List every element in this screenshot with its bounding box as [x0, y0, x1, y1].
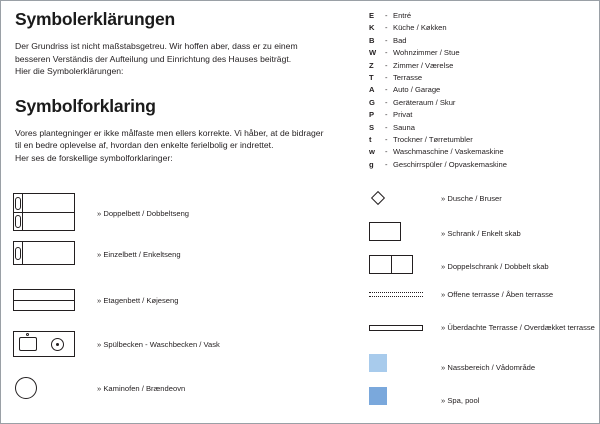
abbr-dash: -: [385, 35, 388, 45]
legend-label-wet-area: » Nassbereich / Vådområde: [441, 363, 536, 372]
intro-dk-line-3: Her ses de forskellige symbolforklaringer:: [15, 152, 173, 163]
abbr-value: Geräteraum / Skur: [393, 97, 456, 107]
abbr-key: A: [369, 85, 375, 95]
abbr-value: Bad: [393, 35, 407, 45]
legend-label-wood-stove: » Kaminofen / Brændeovn: [97, 384, 186, 393]
abbreviation-list: [369, 11, 589, 172]
legend-label-bunk-bed: » Etagenbett / Køjeseng: [97, 296, 179, 305]
abbr-row: [369, 85, 589, 97]
abbr-dash: -: [385, 110, 388, 120]
bunk-bed-icon: [13, 289, 75, 311]
page-title-dk: Symbolforklaring: [15, 95, 156, 116]
abbr-dash: -: [385, 159, 388, 169]
abbr-key: S: [369, 122, 375, 132]
legend-label-double-cabinet: » Doppelschrank / Dobbelt skab: [441, 262, 549, 271]
legend-item-wet-area: [369, 354, 597, 387]
intro-de: [15, 40, 345, 78]
abbr-key: Z: [369, 60, 374, 70]
abbr-row: [369, 36, 589, 48]
cabinet-icon: [369, 222, 401, 241]
left-text-column: [15, 5, 345, 165]
abbr-value: Küche / Køkken: [393, 23, 447, 33]
abbr-value: Sauna: [393, 122, 415, 132]
legend-label-shower: » Dusche / Bruser: [441, 194, 502, 203]
abbr-value: Privat: [393, 110, 413, 120]
legend-label-cabinet: » Schrank / Enkelt skab: [441, 229, 521, 238]
abbr-value: Geschirrspüler / Opvaskemaskine: [393, 159, 507, 169]
abbr-value: Trockner / Tørretumbler: [393, 134, 473, 144]
abbr-value: Zimmer / Værelse: [393, 60, 454, 70]
open-terrace-icon: [369, 292, 423, 297]
legend-item-single-bed: [13, 241, 353, 283]
intro-dk: [15, 127, 345, 165]
double-cabinet-icon: [369, 255, 413, 274]
wood-stove-icon: [15, 377, 37, 399]
legend-item-spa-pool: [369, 387, 597, 420]
abbr-key: P: [369, 110, 375, 120]
legend-list-right: [369, 189, 597, 420]
abbr-value: Auto / Garage: [393, 85, 441, 95]
legend-label-single-bed: » Einzelbett / Enkeltseng: [97, 250, 181, 259]
legend-item-open-terrace: [369, 288, 597, 321]
legend-item-wood-stove: [13, 371, 353, 405]
abbr-key: T: [369, 72, 374, 82]
double-bed-icon: [13, 193, 75, 231]
abbr-key: K: [369, 23, 375, 33]
intro-dk-line-2: til en bedre oplevelse af, hvordan den enkelte ferielbolig er indrettet.: [15, 140, 274, 151]
abbr-dash: -: [385, 147, 388, 157]
abbr-row: [369, 160, 589, 172]
abbr-row: [369, 73, 589, 85]
intro-de-line-1: Der Grundriss ist nicht maßstabsgetreu. Wir hoffen aber, dass er zu einem: [15, 41, 298, 51]
abbr-row: [369, 23, 589, 35]
abbr-key: g: [369, 159, 374, 169]
wet-area-icon: [369, 354, 387, 372]
abbr-dash: -: [385, 72, 388, 82]
abbr-row: [369, 135, 589, 147]
abbr-row: [369, 61, 589, 73]
abbr-dash: -: [385, 48, 388, 58]
legend-item-sink: [13, 327, 353, 371]
abbr-value: Terrasse: [393, 72, 423, 82]
abbr-row: [369, 11, 589, 23]
abbr-key: w: [369, 147, 375, 157]
abbr-value: Wohnzimmer / Stue: [393, 48, 460, 58]
legend-label-roofed-terrace: » Überdachte Terrasse / Overdækket terrasse: [441, 323, 595, 332]
abbr-dash: -: [385, 122, 388, 132]
abbr-dash: -: [385, 85, 388, 95]
abbr-key: E: [369, 11, 375, 20]
spa-pool-icon: [369, 387, 387, 405]
legend-item-cabinet: [369, 222, 597, 255]
abbr-key: W: [369, 48, 377, 58]
legend-label-double-bed: » Doppelbett / Dobbeltseng: [97, 209, 190, 218]
legend-item-double-cabinet: [369, 255, 597, 288]
abbr-dash: -: [385, 23, 388, 33]
abbr-key: B: [369, 35, 375, 45]
legend-item-shower: [369, 189, 597, 222]
legend-item-roofed-terrace: [369, 321, 597, 354]
abbr-key: t: [369, 134, 372, 144]
abbr-dash: -: [385, 97, 388, 107]
abbr-value: Waschmaschine / Vaskemaskine: [393, 147, 504, 157]
abbr-value: Entré: [393, 11, 412, 20]
intro-de-line-2: besseren Verständis der Aufteilung und Einrichtung des Hauses beiträgt.: [15, 53, 292, 64]
abbr-dash: -: [385, 134, 388, 144]
single-bed-icon: [13, 241, 75, 265]
abbr-dash: -: [385, 11, 388, 20]
abbr-row: [369, 48, 589, 60]
abbr-dash: -: [385, 60, 388, 70]
page-title-de: Symbolerklärungen: [15, 9, 175, 29]
abbr-row: [369, 147, 589, 159]
legend-list-left: [13, 193, 353, 405]
roofed-terrace-icon: [369, 325, 423, 331]
abbr-key: G: [369, 97, 375, 107]
abbr-row: [369, 98, 589, 110]
legend-label-spa-pool: » Spa, pool: [441, 396, 480, 405]
legend-label-open-terrace: » Offene terrasse / Åben terrasse: [441, 290, 554, 299]
intro-de-line-3: Hier die Symbolerklärungen:: [15, 66, 124, 77]
legend-label-sink: » Spülbecken - Waschbecken / Vask: [97, 340, 220, 349]
legend-item-bunk-bed: [13, 283, 353, 327]
intro-dk-line-1: Vores plantegninger er ikke målfaste men ellers korrekte. Vi håber, at de bidrager: [15, 127, 324, 138]
legend-item-double-bed: [13, 193, 353, 241]
shower-icon: [373, 193, 383, 203]
abbr-row: [369, 123, 589, 135]
sink-icon: [13, 331, 75, 357]
abbr-row: [369, 110, 589, 122]
